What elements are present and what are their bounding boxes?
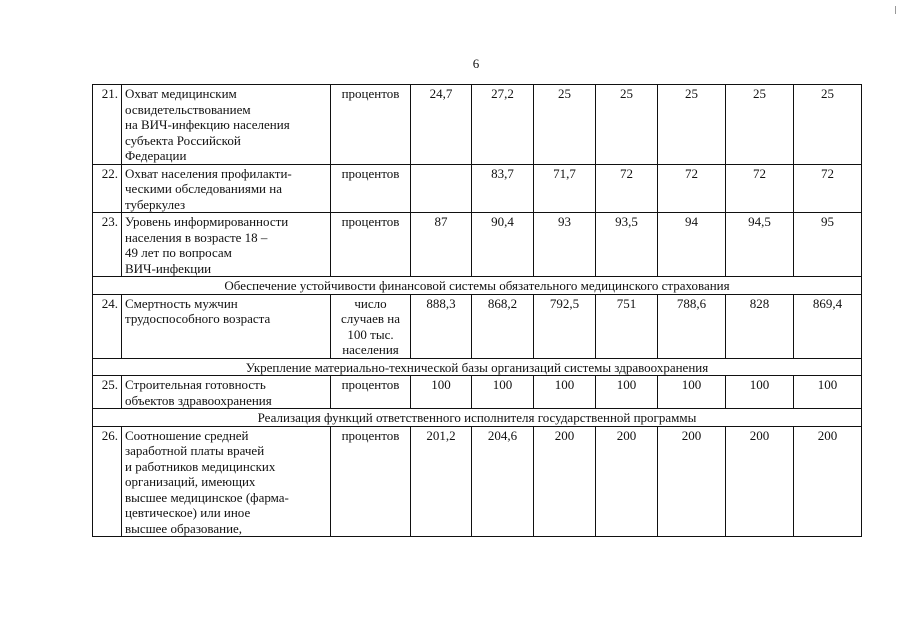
value-cell: 24,7 <box>411 85 472 165</box>
row-number: 26. <box>93 426 122 537</box>
indicator-name-line: 49 лет по вопросам <box>125 245 232 260</box>
section-row <box>93 409 862 427</box>
table-row <box>93 213 862 277</box>
unit-line: процентов <box>341 86 400 101</box>
indicator-name <box>122 376 331 409</box>
value-cell: 27,2 <box>472 85 534 165</box>
indicator-name <box>122 426 331 537</box>
value-cell: 25 <box>794 85 862 165</box>
unit-line: число <box>354 295 387 311</box>
indicator-name-line: организаций, имеющих <box>125 474 256 489</box>
unit-cell <box>331 426 411 537</box>
unit-line: населения <box>342 342 399 357</box>
value-cell: 72 <box>726 164 794 213</box>
indicator-name-line: туберкулез <box>125 196 186 212</box>
indicator-name-line: цевтическое) или иное <box>125 505 251 520</box>
value-cell: 25 <box>658 85 726 165</box>
value-cell: 94 <box>658 213 726 277</box>
indicators-table <box>92 84 862 537</box>
row-number: 25. <box>93 376 122 409</box>
value-cell: 72 <box>658 164 726 213</box>
indicator-name-line: объектов здравоохранения <box>125 392 272 408</box>
indicator-name <box>122 164 331 213</box>
value-cell: 100 <box>794 376 862 409</box>
value-cell: 100 <box>658 376 726 409</box>
unit-cell <box>331 376 411 409</box>
indicator-name-line: населения в возрасте 18 – <box>125 229 268 245</box>
value-cell: 72 <box>596 164 658 213</box>
indicator-name-line: субъекта Российской <box>125 132 241 148</box>
unit-line: процентов <box>341 165 400 181</box>
scan-edge-mark <box>895 6 896 14</box>
value-cell: 25 <box>534 85 596 165</box>
table-row <box>93 164 862 213</box>
indicator-name-line: на ВИЧ-инфекцию населения <box>125 117 290 132</box>
indicator-name-line: ВИЧ-инфекции <box>125 260 212 276</box>
row-number: 24. <box>93 294 122 358</box>
value-cell: 72 <box>794 164 862 213</box>
value-cell: 751 <box>596 294 658 358</box>
section-heading: Обеспечение устойчивости финансовой системы обязательного медицинского страхования <box>93 277 862 295</box>
value-cell: 100 <box>534 376 596 409</box>
value-cell: 93 <box>534 213 596 277</box>
indicator-name-line: освидетельствованием <box>125 101 251 117</box>
indicator-name <box>122 213 331 277</box>
value-cell: 204,6 <box>472 426 534 537</box>
unit-cell <box>331 85 411 165</box>
value-cell: 200 <box>534 426 596 537</box>
table-row <box>93 376 862 409</box>
value-cell: 94,5 <box>726 213 794 277</box>
value-cell: 888,3 <box>411 294 472 358</box>
indicator-name-line: Охват населения профилакти- <box>125 165 292 181</box>
section-heading: Реализация функций ответственного исполнителя государственной программы <box>93 409 862 427</box>
value-cell: 83,7 <box>472 164 534 213</box>
value-cell: 788,6 <box>658 294 726 358</box>
unit-cell <box>331 213 411 277</box>
indicator-name-line: ческими обследованиями на <box>125 181 282 196</box>
table-row <box>93 85 862 165</box>
value-cell: 200 <box>596 426 658 537</box>
unit-line: процентов <box>341 214 400 229</box>
indicator-name-line: Уровень информированности <box>125 214 289 229</box>
value-cell: 792,5 <box>534 294 596 358</box>
unit-cell <box>331 164 411 213</box>
value-cell <box>411 164 472 213</box>
unit-line: 100 тыс. <box>347 326 394 342</box>
indicator-name-line: Смертность мужчин <box>125 295 238 311</box>
value-cell: 100 <box>596 376 658 409</box>
value-cell: 868,2 <box>472 294 534 358</box>
value-cell: 100 <box>411 376 472 409</box>
row-number: 22. <box>93 164 122 213</box>
value-cell: 828 <box>726 294 794 358</box>
row-number: 21. <box>93 85 122 165</box>
section-row <box>93 277 862 295</box>
indicator-name-line: Соотношение средней <box>125 427 249 443</box>
value-cell: 100 <box>726 376 794 409</box>
value-cell: 200 <box>658 426 726 537</box>
indicator-name <box>122 294 331 358</box>
value-cell: 869,4 <box>794 294 862 358</box>
indicators-table-body <box>93 85 862 537</box>
value-cell: 200 <box>794 426 862 537</box>
indicator-name-line: высшее образование, <box>125 520 243 536</box>
value-cell: 95 <box>794 213 862 277</box>
table-row <box>93 294 862 358</box>
table-row <box>93 426 862 537</box>
value-cell: 71,7 <box>534 164 596 213</box>
indicator-name-line: Федерации <box>125 148 187 163</box>
section-heading: Укрепление материально-технической базы организаций системы здравоохранения <box>93 358 862 376</box>
value-cell: 90,4 <box>472 213 534 277</box>
indicator-name-line: Охват медицинским <box>125 86 237 101</box>
indicator-name-line: трудоспособного возраста <box>125 311 271 326</box>
value-cell: 200 <box>726 426 794 537</box>
value-cell: 201,2 <box>411 426 472 537</box>
indicator-name-line: Строительная готовность <box>125 377 266 392</box>
value-cell: 93,5 <box>596 213 658 277</box>
unit-line: процентов <box>341 377 400 392</box>
row-number: 23. <box>93 213 122 277</box>
indicator-name-line: высшее медицинское (фарма- <box>125 489 289 505</box>
value-cell: 25 <box>726 85 794 165</box>
unit-cell <box>331 294 411 358</box>
indicator-name <box>122 85 331 165</box>
unit-line: случаев на <box>341 311 400 326</box>
value-cell: 100 <box>472 376 534 409</box>
indicator-name-line: заработной платы врачей <box>125 443 265 458</box>
section-row <box>93 358 862 376</box>
value-cell: 87 <box>411 213 472 277</box>
indicator-name-line: и работников медицинских <box>125 458 276 474</box>
unit-line: процентов <box>341 427 400 443</box>
page-number: 6 <box>472 56 480 71</box>
value-cell: 25 <box>596 85 658 165</box>
